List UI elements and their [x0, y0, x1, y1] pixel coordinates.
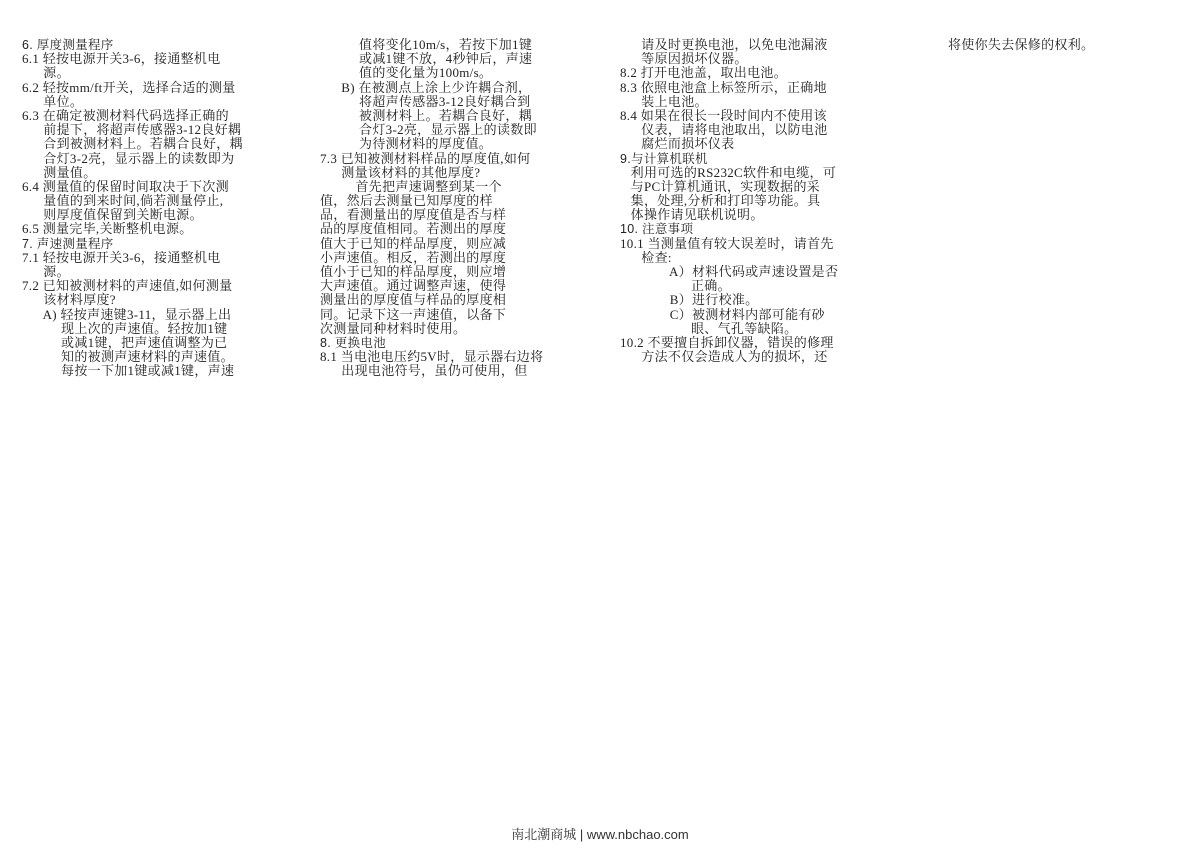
text-line: 7.3 已知被测材料样品的厚度值,如何 [320, 150, 531, 166]
text-line: 6.4 测量值的保留时间取决于下次测 [22, 178, 229, 194]
text-line: 利用可选的RS232C软件和电缆，可 [620, 164, 837, 180]
text-line: 首先把声速调整到某一个 [320, 178, 502, 194]
text-line: 单位。 [22, 93, 84, 109]
text-line: 腐烂而损坏仪表 [620, 136, 735, 152]
text-line: 仪表，请将电池取出，以防电池 [620, 122, 828, 138]
text-line: 8.4 如果在很长一段时间内不使用该 [620, 107, 827, 123]
text-line: 值小于已知的样品厚度，则应增 [320, 264, 507, 279]
text-line: 品的厚度值相同。若测出的厚度 [320, 221, 507, 237]
text-line: 知的被测声速材料的声速值。 [22, 349, 234, 365]
text-line: 6.2 轻按mm/ft开关，选择合适的测量 [22, 79, 236, 95]
footer-watermark: 南北潮商城 | www.nbchao.com [511, 827, 689, 842]
text-column-3 [620, 38, 882, 364]
text-line: A) 轻按声速键3-11，显示器上出 [22, 306, 232, 322]
text-line: 值大于已知的样品厚度，则应减 [320, 235, 507, 251]
text-line: 测量该材料的其他厚度? [320, 164, 481, 180]
text-line: 测量出的厚度值与样品的厚度相 [320, 292, 507, 308]
text-line: 请及时更换电池，以免电池漏液 [620, 37, 828, 52]
text-line: 值的变化量为100m/s。 [320, 65, 493, 81]
text-line: 8.3 依照电池盒上标签所示，正确地 [620, 79, 827, 95]
text-line: 现上次的声速值。轻按加1键 [22, 320, 228, 336]
text-line: 7.1 轻按电源开关3-6，接通整机电 [22, 249, 221, 265]
text-line: 6.3 在确定被测材料代码选择正确的 [22, 107, 229, 123]
text-line: 被测材料上。若耦合良好，耦 [320, 107, 532, 123]
text-line: 正确。 [620, 278, 731, 294]
text-line: B) 在被测点上涂上少许耦合剂， [320, 79, 532, 95]
text-line: 体操作请见联机说明。 [620, 207, 764, 223]
text-line: A）材料代码或声速设置是否 [620, 264, 839, 279]
text-line: 同。记录下这一声速值，以备下 [320, 306, 507, 322]
text-line: 合灯3-2亮，显示器上的读数即为 [22, 150, 235, 166]
text-line: 合到被测材料上。若耦合良好，耦 [22, 136, 243, 152]
text-line: 次测量同种材料时使用。 [320, 320, 467, 336]
text-line: 7.2 已知被测材料的声速值,如何测量 [22, 278, 233, 294]
text-line: 品，看测量出的厚度值是否与样 [320, 207, 507, 223]
text-line: 将超声传感器3-12良好耦合到 [320, 93, 531, 109]
text-line: 则厚度值保留到关断电源。 [22, 207, 203, 223]
text-line: 源。 [22, 65, 70, 81]
text-line: 为待测材料的厚度值。 [320, 136, 493, 152]
text-line: 每按一下加1键或减1键，声速 [22, 363, 235, 379]
text-column-1 [22, 38, 284, 379]
section-heading: 7. 声速测量程序 [22, 236, 114, 251]
text-line: 8.1 当电池电压约5V时，显示器右边将 [320, 349, 544, 365]
text-line: 方法不仅会造成人为的损坏，还 [620, 349, 828, 365]
text-line: 源。 [22, 264, 70, 279]
section-heading: 9.与计算机联机 [620, 151, 708, 166]
text-line: 大声速值。通过调整声速，使得 [320, 278, 507, 294]
text-line: 与PC计算机通讯，实现数据的采 [620, 178, 821, 194]
text-line: 集，处理,分析和打印等功能。具 [620, 193, 821, 209]
text-line: 或减1键不放，4秒钟后，声速 [320, 51, 533, 67]
text-line: 等原因损坏仪器。 [620, 51, 748, 67]
text-column-4 [948, 38, 1148, 52]
section-heading: 8. 更换电池 [320, 335, 386, 350]
text-line: C）被测材料内部可能有砂 [620, 306, 825, 322]
text-line: 值将变化10m/s，若按下加1键 [320, 37, 533, 52]
text-line: 或减1键，把声速值调整为已 [22, 334, 228, 350]
text-line: 将使你失去保修的权利。 [948, 37, 1095, 52]
text-line: B）进行校准。 [620, 292, 759, 308]
text-column-2 [320, 38, 582, 379]
text-line: 合灯3-2亮，显示器上的读数即 [320, 122, 537, 138]
text-line: 6.5 测量完毕,关断整机电源。 [22, 221, 193, 237]
section-heading: 6. 厚度测量程序 [22, 38, 114, 52]
section-heading: 10. 注意事项 [620, 222, 694, 237]
text-line: 出现电池符号，虽仍可使用，但 [320, 363, 528, 379]
text-line: 10.1 当测量值有较大误差时，请首先 [620, 235, 834, 251]
text-line: 眼、气孔等缺陷。 [620, 320, 798, 336]
text-line: 测量值。 [22, 164, 97, 180]
text-line: 10.2 不要擅自拆卸仪器，错误的修理 [620, 334, 834, 350]
text-line: 6.1 轻按电源开关3-6，接通整机电 [22, 51, 221, 67]
text-line: 8.2 打开电池盖，取出电池。 [620, 65, 787, 81]
text-line: 值，然后去测量已知厚度的样 [320, 193, 493, 209]
text-line: 小声速值。相反，若测出的厚度 [320, 249, 507, 265]
text-line: 检查: [620, 249, 672, 265]
text-line: 前提下，将超声传感器3-12良好耦 [22, 122, 242, 138]
text-line: 装上电池。 [620, 93, 708, 109]
text-line: 量值的到来时间,倘若测量停止, [22, 193, 224, 209]
text-line: 该材料厚度? [22, 292, 116, 308]
